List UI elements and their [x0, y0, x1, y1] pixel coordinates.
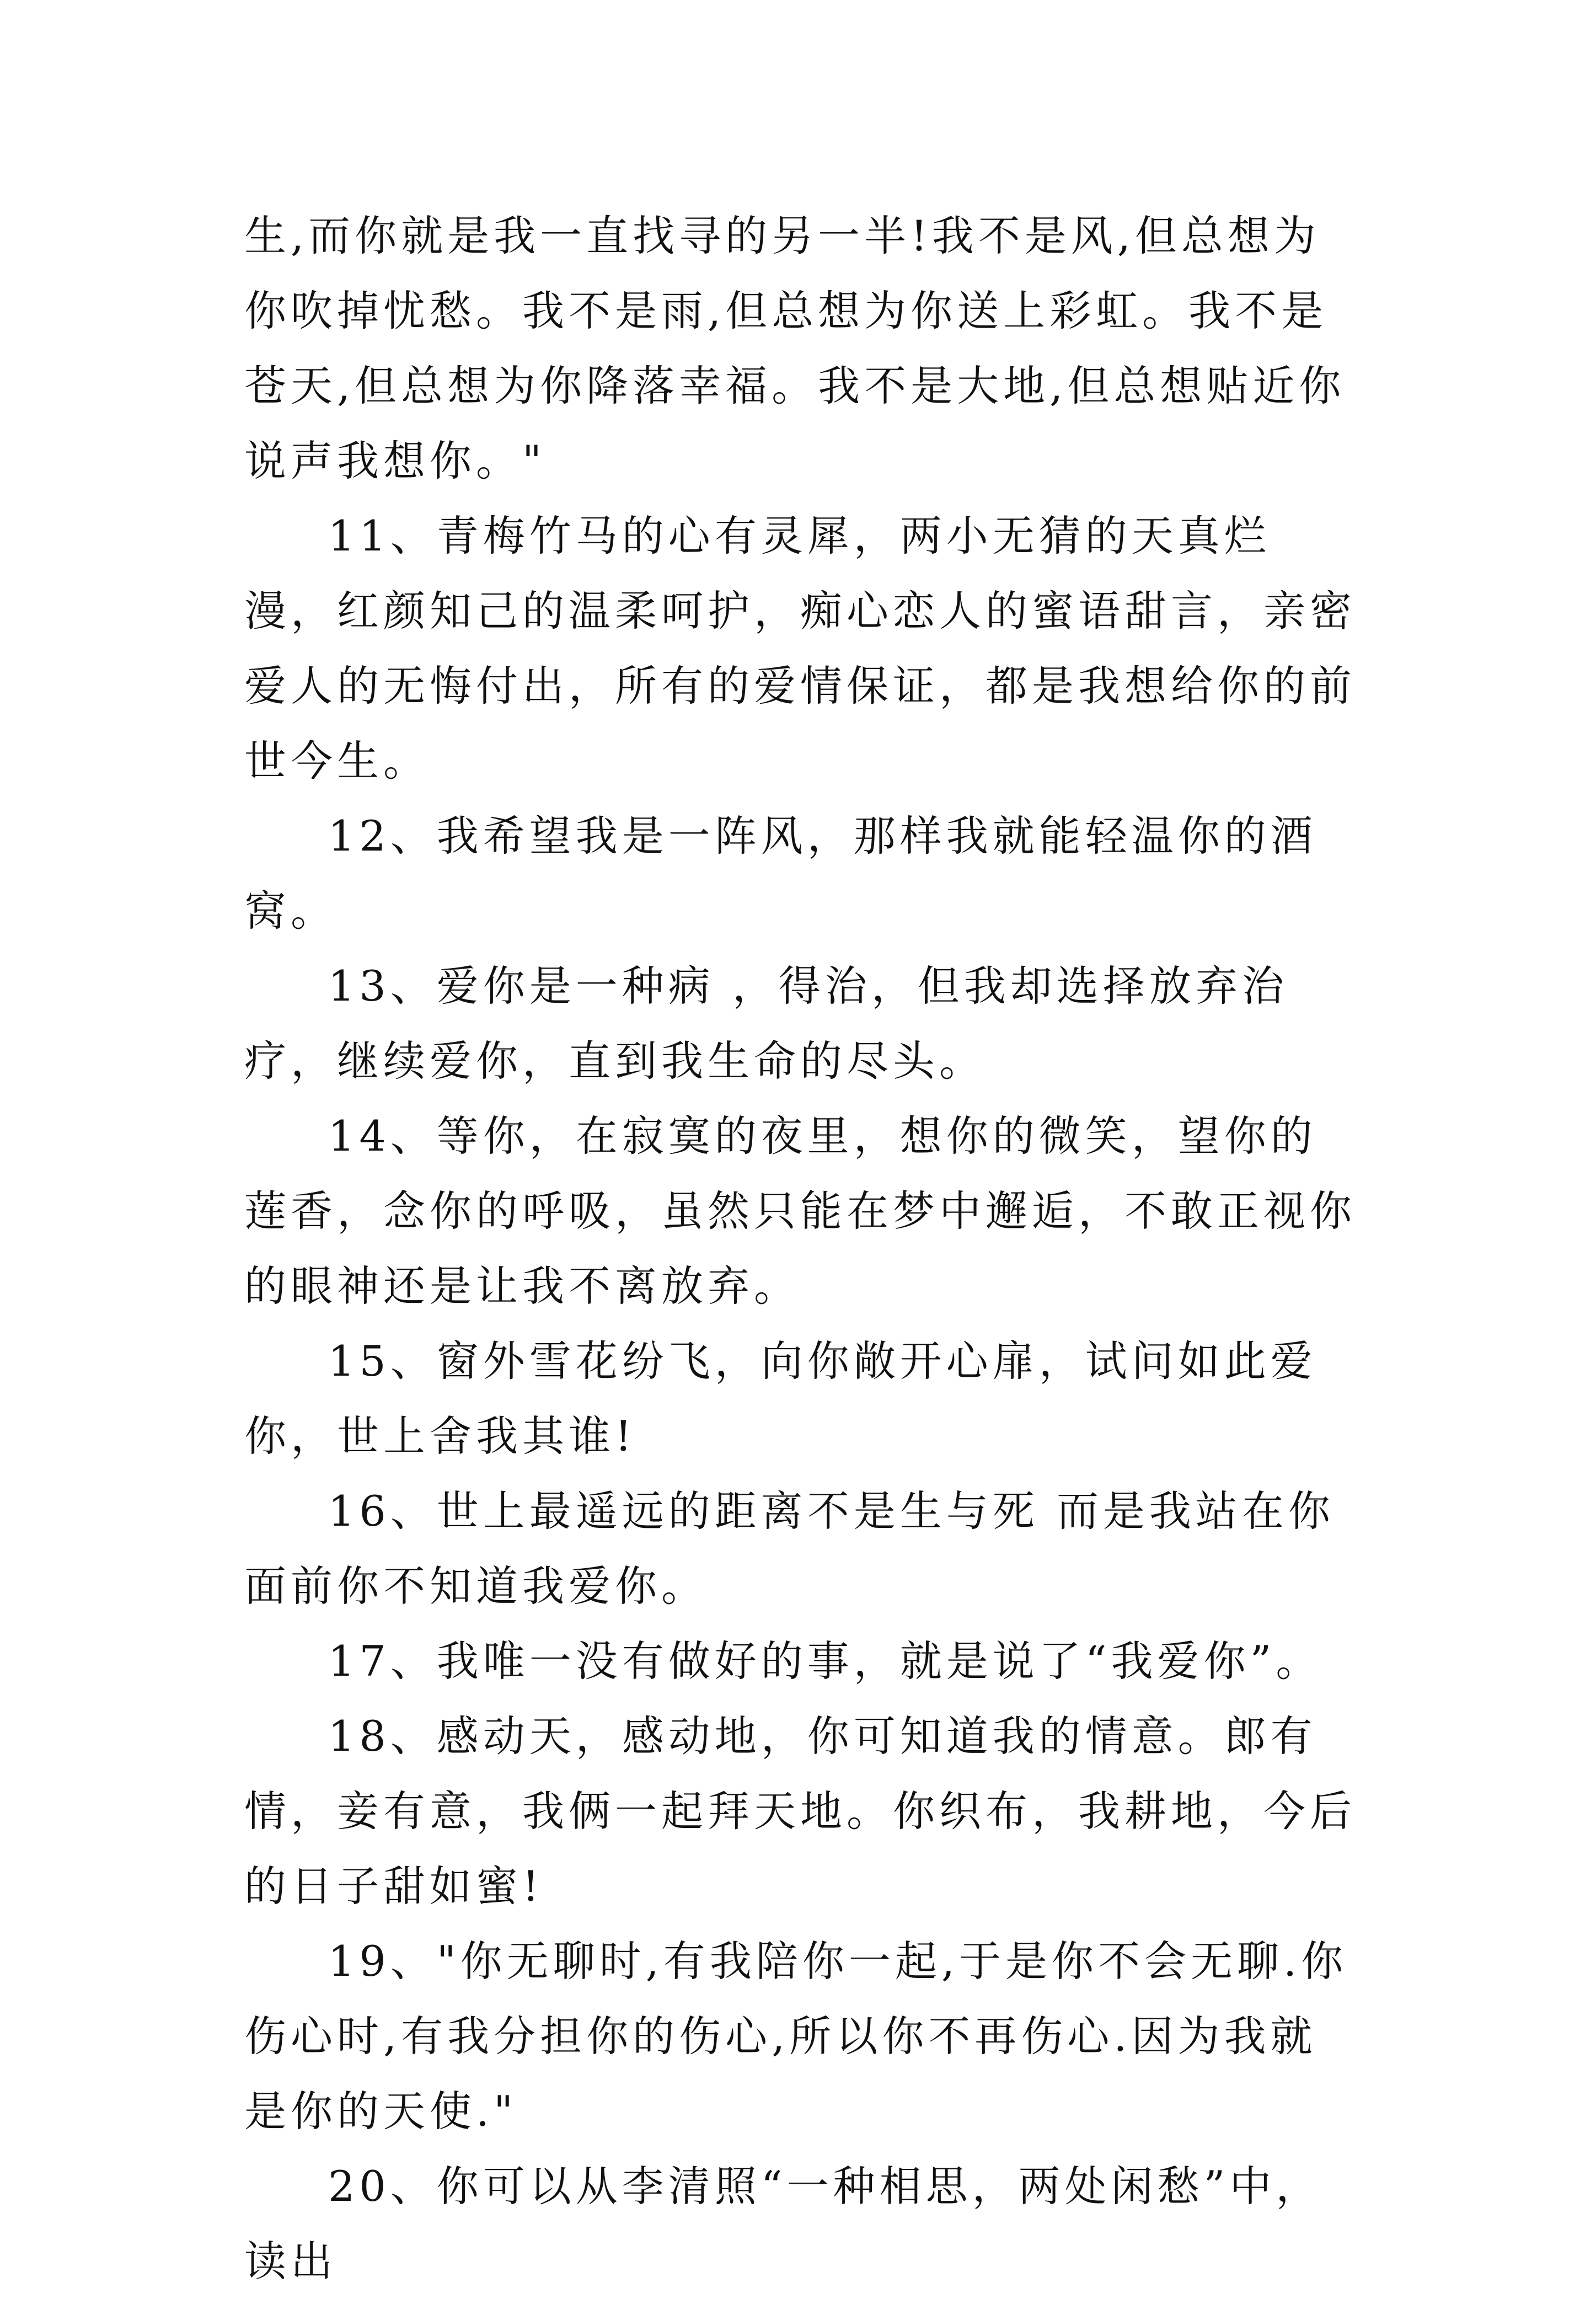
- paragraph-11: 11、青梅竹马的心有灵犀，两小无猜的天真烂漫，红颜知己的温柔呵护，痴心恋人的蜜语甜言，亲密爱人的无悔付出，所有的爱情保证，都是我想给你的前世今生。: [244, 511, 1356, 785]
- paragraph-continuation: 生,而你就是我一直找寻的另一半!我不是风,但总想为你吹掉忧愁。我不是雨,但总想为你送上彩虹。我不是苍天,但总想为你降落幸福。我不是大地,但总想贴近你说声我想你。": [244, 211, 1346, 485]
- paragraph-17: 17、我唯一没有做好的事，就是说了“我爱你”。: [328, 1637, 1322, 1686]
- paragraph-12: 12、我希望我是一阵风，那样我就能轻温你的酒窝。: [244, 811, 1317, 935]
- body-text: [244, 199, 1358, 2299]
- paragraph-19: 19、"你无聊时,有我陪你一起,于是你不会无聊.你伤心时,有我分担你的伤心,所以你不再伤心.因为我就是你的天使.": [244, 1937, 1348, 2136]
- paragraph-15: 15、窗外雪花纷飞，向你敞开心扉，试问如此爱你，世上舍我其谁!: [244, 1336, 1317, 1461]
- paragraph-14: 14、等你，在寂寞的夜里，想你的微笑，望你的莲香，念你的呼吸，虽然只能在梦中邂逅，不敢正视你的眼神还是让我不离放弃。: [244, 1111, 1356, 1311]
- paragraph-16: 16、世上最遥远的距离不是生与死 而是我站在你面前你不知道我爱你。: [244, 1487, 1335, 1611]
- paragraph-20: 20、你可以从李清照“一种相思，两处闲愁”中，读出: [244, 2162, 1322, 2286]
- paragraph-13: 13、爱你是一种病 ，得治，但我却选择放弃治疗，继续爱你，直到我生命的尽头。: [244, 961, 1288, 1086]
- paragraph-18: 18、感动天，感动地，你可知道我的情意。郎有情，妾有意，我俩一起拜天地。你织布，我耕地，今后的日子甜如蜜!: [244, 1712, 1356, 1911]
